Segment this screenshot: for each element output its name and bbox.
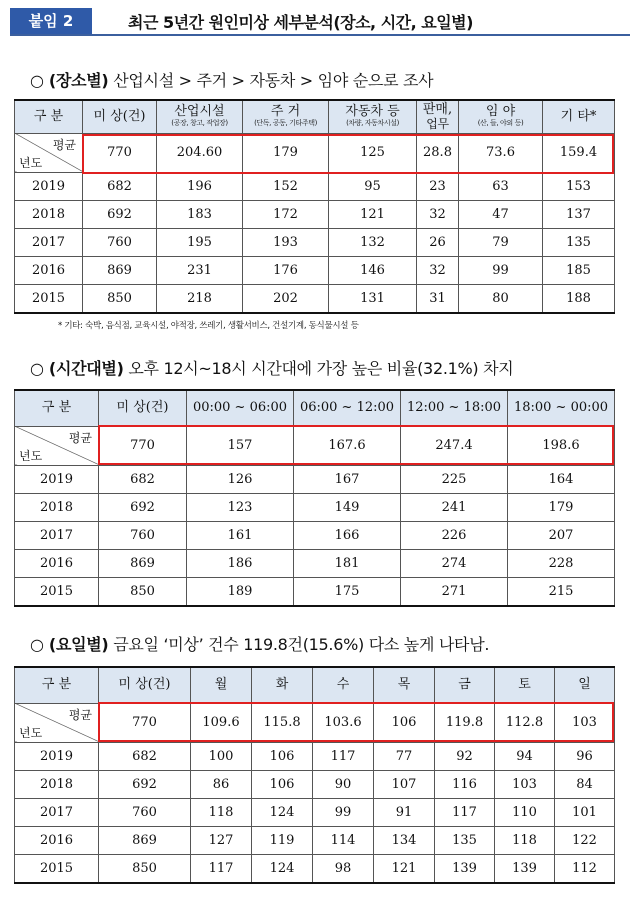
day-table [14, 666, 615, 884]
table-cell: 204.60 [157, 133, 243, 172]
avg-label: 평균 [52, 137, 76, 152]
col-header: 18:00 ~ 00:00 [508, 390, 615, 426]
table-cell: 2019 [15, 465, 99, 493]
table-cell: 118 [191, 798, 252, 826]
table-cell: 94 [495, 742, 555, 770]
time-heading-text: 오후 12시~18시 시간대에 가장 높은 비율(32.1%) 차지 [123, 359, 514, 378]
table-cell: 73.6 [459, 133, 543, 172]
table-cell: 32 [417, 200, 459, 228]
table-row [15, 284, 615, 313]
table-cell: 96 [555, 742, 615, 770]
table-cell: 167.6 [294, 426, 401, 465]
table-cell: 850 [99, 854, 191, 883]
table-cell: 196 [157, 172, 243, 200]
table-cell: 91 [374, 798, 435, 826]
col-header: 00:00 ~ 06:00 [187, 390, 294, 426]
table-cell: 98 [313, 854, 374, 883]
table-cell: 869 [99, 826, 191, 854]
table-cell: 28.8 [417, 133, 459, 172]
time-header-row [15, 390, 615, 426]
table-cell: 179 [508, 493, 615, 521]
table-cell: 2016 [15, 826, 99, 854]
table-cell: 271 [401, 577, 508, 606]
table-cell: 215 [508, 577, 615, 606]
col-header: 미 상(건) [83, 100, 157, 133]
table-cell: 63 [459, 172, 543, 200]
table-cell: 760 [99, 798, 191, 826]
col-sublabel: (단독, 공동, 기타주택) [254, 119, 317, 128]
table-cell: 114 [313, 826, 374, 854]
average-row [15, 703, 615, 742]
table-cell: 79 [459, 228, 543, 256]
table-cell: 176 [243, 256, 329, 284]
table-row [15, 256, 615, 284]
table-cell: 153 [543, 172, 615, 200]
day-section-heading [30, 632, 489, 655]
col-header: 임 야 (산, 들, 야외 등) [459, 100, 543, 133]
table-cell: 122 [555, 826, 615, 854]
table-cell: 117 [191, 854, 252, 883]
table-cell: 2017 [15, 228, 83, 256]
table-cell: 101 [555, 798, 615, 826]
table-cell: 164 [508, 465, 615, 493]
time-section-heading [30, 356, 513, 379]
year-label: 년도 [19, 725, 43, 740]
table-cell: 2015 [15, 284, 83, 313]
table-cell: 231 [157, 256, 243, 284]
table-cell: 2015 [15, 577, 99, 606]
avg-label: 평균 [68, 430, 92, 445]
table-cell: 869 [83, 256, 157, 284]
col-sublabel: 업무 [426, 116, 449, 131]
appendix-badge: 붙임 2 [10, 8, 92, 34]
table-row [15, 465, 615, 493]
table-cell: 135 [543, 228, 615, 256]
table-cell: 146 [329, 256, 417, 284]
table-cell: 189 [187, 577, 294, 606]
table-cell: 80 [459, 284, 543, 313]
day-heading-label: ○ (요일별) [30, 635, 109, 654]
table-cell: 125 [329, 133, 417, 172]
table-cell: 193 [243, 228, 329, 256]
table-row [15, 742, 615, 770]
col-header: 수 [313, 667, 374, 703]
table-cell: 198.6 [508, 426, 615, 465]
table-cell: 132 [329, 228, 417, 256]
table-cell: 157 [187, 426, 294, 465]
table-cell: 124 [252, 798, 313, 826]
table-cell: 149 [294, 493, 401, 521]
col-header: 화 [252, 667, 313, 703]
table-cell: 106 [252, 770, 313, 798]
table-cell: 202 [243, 284, 329, 313]
table-cell: 172 [243, 200, 329, 228]
table-cell: 682 [99, 742, 191, 770]
col-header: 목 [374, 667, 435, 703]
table-cell: 112.8 [495, 703, 555, 742]
table-cell: 26 [417, 228, 459, 256]
table-cell: 109.6 [191, 703, 252, 742]
table-cell: 760 [99, 521, 187, 549]
table-cell: 2017 [15, 521, 99, 549]
table-cell: 139 [495, 854, 555, 883]
table-cell: 183 [157, 200, 243, 228]
table-cell: 161 [187, 521, 294, 549]
table-cell: 103 [555, 703, 615, 742]
table-cell: 2018 [15, 770, 99, 798]
col-header: 구 분 [15, 667, 99, 703]
col-sublabel: (산, 들, 야외 등) [477, 119, 524, 128]
table-cell: 692 [99, 770, 191, 798]
table-cell: 770 [83, 133, 157, 172]
table-cell: 99 [459, 256, 543, 284]
table-cell: 86 [191, 770, 252, 798]
table-cell: 225 [401, 465, 508, 493]
table-cell: 869 [99, 549, 187, 577]
table-cell: 92 [435, 742, 495, 770]
title-bar [10, 8, 630, 36]
table-cell: 131 [329, 284, 417, 313]
table-cell: 95 [329, 172, 417, 200]
table-cell: 23 [417, 172, 459, 200]
table-cell: 181 [294, 549, 401, 577]
table-row [15, 172, 615, 200]
diagonal-header-cell [15, 133, 83, 172]
table-cell: 2017 [15, 798, 99, 826]
table-cell: 127 [191, 826, 252, 854]
table-cell: 247.4 [401, 426, 508, 465]
table-cell: 682 [99, 465, 187, 493]
table-cell: 770 [99, 703, 191, 742]
table-row [15, 826, 615, 854]
table-cell: 167 [294, 465, 401, 493]
col-header: 미 상(건) [99, 390, 187, 426]
table-cell: 274 [401, 549, 508, 577]
day-header-row [15, 667, 615, 703]
table-cell: 117 [435, 798, 495, 826]
table-cell: 770 [99, 426, 187, 465]
table-cell: 185 [543, 256, 615, 284]
table-cell: 692 [99, 493, 187, 521]
table-cell: 159.4 [543, 133, 615, 172]
place-table [14, 99, 615, 314]
table-cell: 850 [83, 284, 157, 313]
table-cell: 692 [83, 200, 157, 228]
table-cell: 77 [374, 742, 435, 770]
col-header: 12:00 ~ 18:00 [401, 390, 508, 426]
table-row [15, 770, 615, 798]
table-cell: 110 [495, 798, 555, 826]
table-cell: 2019 [15, 172, 83, 200]
table-cell: 106 [252, 742, 313, 770]
table-cell: 32 [417, 256, 459, 284]
place-header-row [15, 100, 615, 133]
table-cell: 90 [313, 770, 374, 798]
table-cell: 228 [508, 549, 615, 577]
time-heading-label: ○ (시간대별) [30, 359, 124, 378]
table-cell: 2018 [15, 493, 99, 521]
table-cell: 2015 [15, 854, 99, 883]
table-cell: 121 [329, 200, 417, 228]
col-header: 산업시설 (공장, 창고, 작업장) [157, 100, 243, 133]
table-cell: 124 [252, 854, 313, 883]
table-cell: 135 [435, 826, 495, 854]
table-row [15, 521, 615, 549]
avg-label: 평균 [68, 707, 92, 722]
table-cell: 115.8 [252, 703, 313, 742]
table-cell: 119.8 [435, 703, 495, 742]
table-cell: 47 [459, 200, 543, 228]
table-cell: 195 [157, 228, 243, 256]
diagonal-header-cell [15, 703, 99, 742]
table-cell: 119 [252, 826, 313, 854]
table-cell: 84 [555, 770, 615, 798]
table-row [15, 854, 615, 883]
col-header: 금 [435, 667, 495, 703]
table-cell: 31 [417, 284, 459, 313]
table-cell: 2018 [15, 200, 83, 228]
table-cell: 850 [99, 577, 187, 606]
table-row [15, 577, 615, 606]
table-cell: 117 [313, 742, 374, 770]
table-cell: 188 [543, 284, 615, 313]
page-title: 최근 5년간 원인미상 세부분석(장소, 시간, 요일별) [128, 13, 473, 32]
col-header: 구 분 [15, 390, 99, 426]
table-cell: 166 [294, 521, 401, 549]
table-cell: 100 [191, 742, 252, 770]
table-row [15, 549, 615, 577]
footnote: * 기타: 숙박, 음식점, 교육시설, 야적장, 쓰레기, 생활서비스, 건설기계, 동식물시설 등 [58, 321, 359, 331]
table-cell: 682 [83, 172, 157, 200]
table-cell: 103.6 [313, 703, 374, 742]
col-sublabel: (공장, 창고, 작업장) [171, 119, 228, 128]
table-row [15, 798, 615, 826]
col-header: 토 [495, 667, 555, 703]
table-cell: 116 [435, 770, 495, 798]
col-header: 주 거 (단독, 공동, 기타주택) [243, 100, 329, 133]
col-header: 06:00 ~ 12:00 [294, 390, 401, 426]
col-header: 월 [191, 667, 252, 703]
col-header: 미 상(건) [99, 667, 191, 703]
table-cell: 118 [495, 826, 555, 854]
diagonal-header-cell [15, 426, 99, 465]
time-table [14, 389, 615, 607]
table-cell: 112 [555, 854, 615, 883]
table-cell: 139 [435, 854, 495, 883]
table-row [15, 493, 615, 521]
col-sublabel: (차량, 자동차시설) [346, 119, 399, 128]
table-cell: 760 [83, 228, 157, 256]
table-cell: 123 [187, 493, 294, 521]
col-header: 기 타* [543, 100, 615, 133]
table-cell: 126 [187, 465, 294, 493]
table-cell: 99 [313, 798, 374, 826]
col-header: 일 [555, 667, 615, 703]
average-row [15, 133, 615, 172]
average-row [15, 426, 615, 465]
table-cell: 2016 [15, 549, 99, 577]
col-header: 판매, 업무 [417, 100, 459, 133]
table-cell: 207 [508, 521, 615, 549]
col-header: 자동차 등 (차량, 자동차시설) [329, 100, 417, 133]
table-cell: 137 [543, 200, 615, 228]
year-label: 년도 [19, 448, 43, 463]
table-cell: 226 [401, 521, 508, 549]
table-row [15, 228, 615, 256]
place-heading-text: 산업시설 > 주거 > 자동차 > 임야 순으로 조사 [108, 71, 434, 90]
table-cell: 103 [495, 770, 555, 798]
col-header: 구 분 [15, 100, 83, 133]
table-cell: 2019 [15, 742, 99, 770]
place-heading-label: ○ (장소별) [30, 71, 109, 90]
table-cell: 179 [243, 133, 329, 172]
day-heading-text: 금요일 ‘미상’ 건수 119.8건(15.6%) 다소 높게 나타남. [108, 635, 490, 654]
table-cell: 2016 [15, 256, 83, 284]
table-cell: 106 [374, 703, 435, 742]
table-cell: 152 [243, 172, 329, 200]
place-section-heading [30, 68, 433, 91]
year-label: 년도 [19, 155, 43, 170]
table-cell: 218 [157, 284, 243, 313]
table-row [15, 200, 615, 228]
table-cell: 186 [187, 549, 294, 577]
table-cell: 175 [294, 577, 401, 606]
table-cell: 121 [374, 854, 435, 883]
table-cell: 241 [401, 493, 508, 521]
table-cell: 134 [374, 826, 435, 854]
table-cell: 107 [374, 770, 435, 798]
